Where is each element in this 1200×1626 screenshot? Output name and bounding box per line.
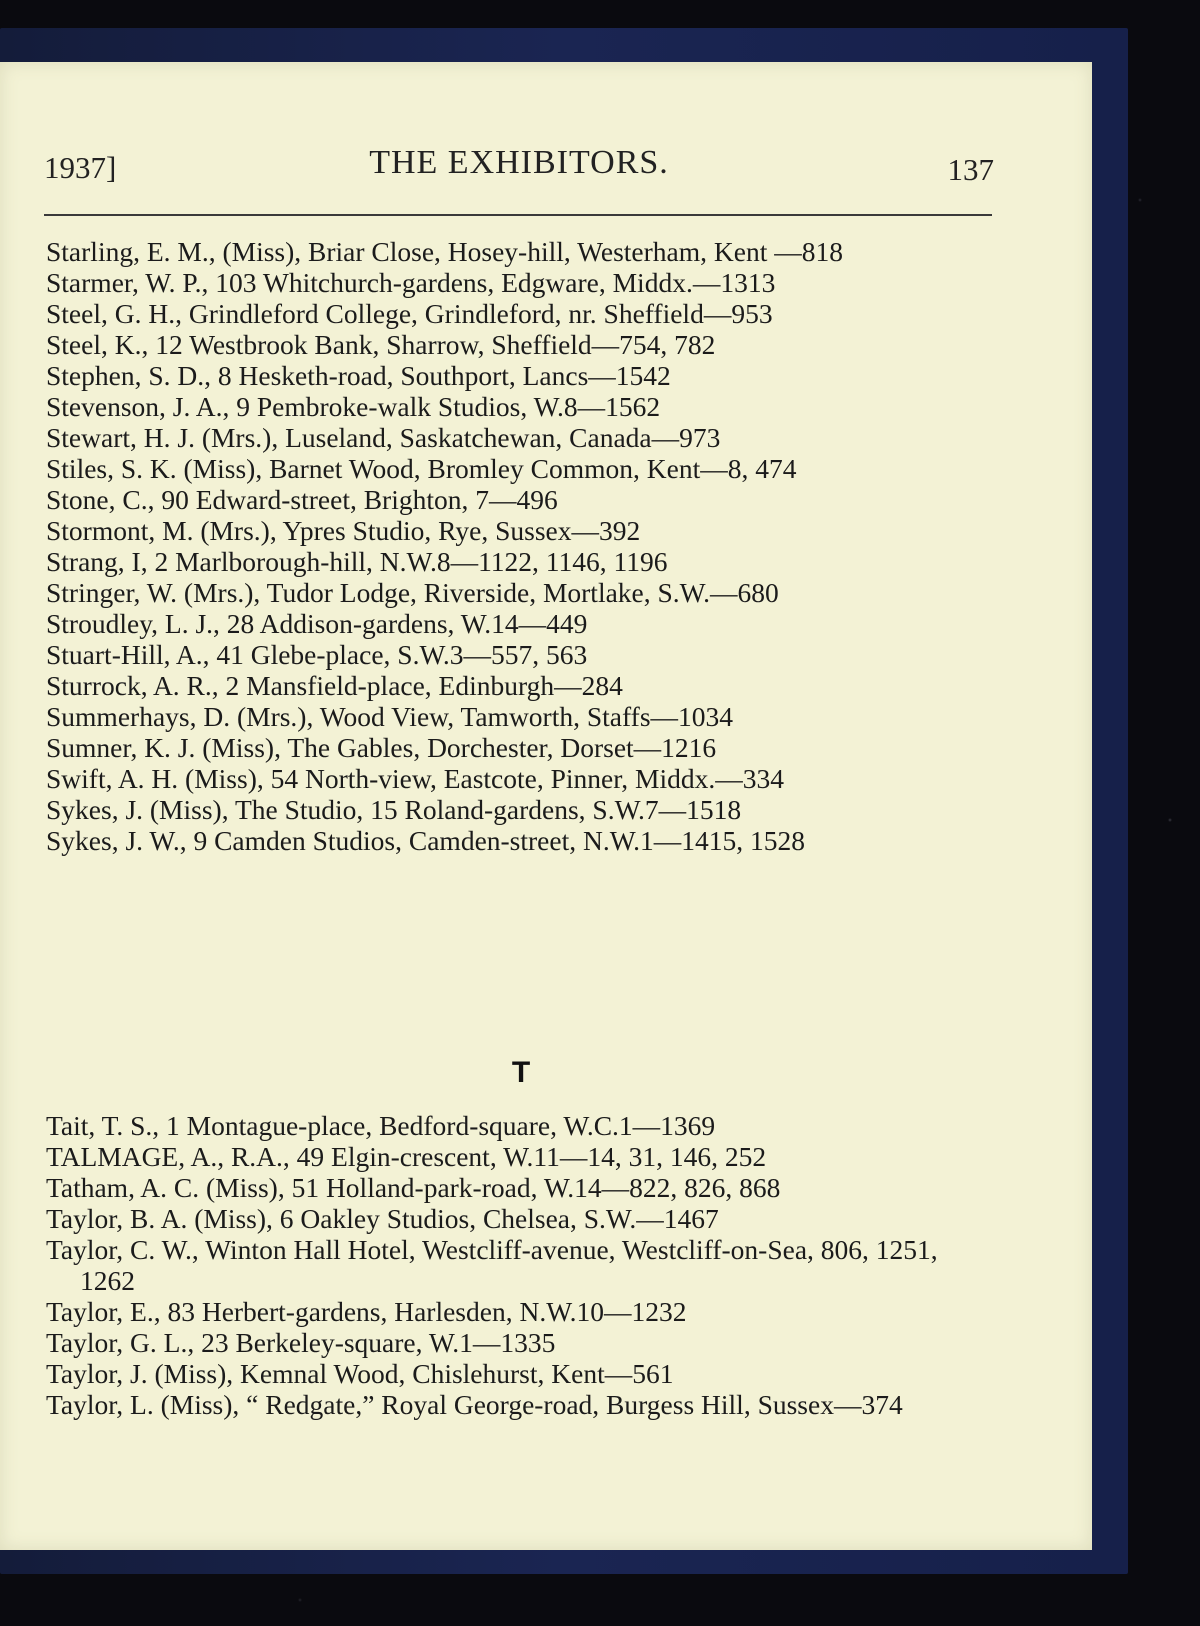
section-letter-t: T <box>511 1056 531 1089</box>
list-item: Steel, K., 12 Westbrook Bank, Sharrow, Sheffield—754, 782 <box>46 329 716 360</box>
list-item: Stringer, W. (Mrs.), Tudor Lodge, Riverside, Mortlake, S.W.—680 <box>46 577 779 608</box>
list-item: Stormont, M. (Mrs.), Ypres Studio, Rye, Sussex—392 <box>46 515 641 546</box>
list-item: Summerhays, D. (Mrs.), Wood View, Tamworth, Staffs—1034 <box>46 701 734 732</box>
header-rule <box>44 214 992 216</box>
list-item: Taylor, J. (Miss), Kemnal Wood, Chislehurst, Kent—561 <box>46 1358 674 1389</box>
list-item: Sykes, J. W., 9 Camden Studios, Camden-street, N.W.1—1415, 1528 <box>46 825 806 856</box>
page-title: THE EXHIBITORS. <box>369 144 669 181</box>
header-year: 1937] <box>44 150 117 185</box>
list-item: Stiles, S. K. (Miss), Barnet Wood, Bromley Common, Kent—8, 474 <box>46 453 797 484</box>
list-item: Starmer, W. P., 103 Whitchurch-gardens, Edgware, Middx.—1313 <box>46 267 776 298</box>
list-item: Swift, A. H. (Miss), 54 North-view, Eastcote, Pinner, Middx.—334 <box>46 763 785 794</box>
list-item: Stewart, H. J. (Mrs.), Luseland, Saskatchewan, Canada—973 <box>46 422 721 453</box>
list-item: Steel, G. H., Grindleford College, Grindleford, nr. Sheffield—953 <box>46 298 773 329</box>
list-item: Stroudley, L. J., 28 Addison-gardens, W.14—449 <box>46 608 588 639</box>
list-item: Taylor, G. L., 23 Berkeley-square, W.1—1335 <box>46 1327 556 1358</box>
list-item: Taylor, L. (Miss), “ Redgate,” Royal George-road, Burgess Hill, Sussex—374 <box>46 1389 903 1420</box>
page-number: 137 <box>947 152 994 187</box>
list-item: Stevenson, J. A., 9 Pembroke-walk Studios, W.8—1562 <box>46 391 661 422</box>
list-item: Stuart-Hill, A., 41 Glebe-place, S.W.3—557, 563 <box>46 639 588 670</box>
list-item: TALMAGE, A., R.A., 49 Elgin-crescent, W.11—14, 31, 146, 252 <box>46 1141 767 1172</box>
exhibitor-list-t <box>46 1110 996 1420</box>
list-item: Sumner, K. J. (Miss), The Gables, Dorchester, Dorset—1216 <box>46 732 717 763</box>
list-item: Taylor, E., 83 Herbert-gardens, Harlesden, N.W.10—1232 <box>46 1296 687 1327</box>
list-item: Tait, T. S., 1 Montague-place, Bedford-square, W.C.1—1369 <box>46 1110 716 1141</box>
list-item: Stone, C., 90 Edward-street, Brighton, 7—496 <box>46 484 558 515</box>
list-item: Sykes, J. (Miss), The Studio, 15 Roland-gardens, S.W.7—1518 <box>46 794 742 825</box>
list-item: Taylor, C. W., Winton Hall Hotel, Westcliff-avenue, Westcliff-on-Sea, 806, 1251, 1262 <box>46 1234 938 1296</box>
list-item: Taylor, B. A. (Miss), 6 Oakley Studios, Chelsea, S.W.—1467 <box>46 1203 719 1234</box>
list-item: Sturrock, A. R., 2 Mansfield-place, Edinburgh—284 <box>46 670 623 701</box>
list-item: Tatham, A. C. (Miss), 51 Holland-park-road, W.14—822, 826, 868 <box>46 1172 781 1203</box>
list-item: Starling, E. M., (Miss), Briar Close, Hosey-hill, Westerham, Kent —818 <box>46 236 843 267</box>
list-item: Stephen, S. D., 8 Hesketh-road, Southport, Lancs—1542 <box>46 360 671 391</box>
list-item: Strang, I, 2 Marlborough-hill, N.W.8—1122, 1146, 1196 <box>46 546 668 577</box>
exhibitor-list-s <box>46 236 996 856</box>
page-header <box>44 144 994 194</box>
